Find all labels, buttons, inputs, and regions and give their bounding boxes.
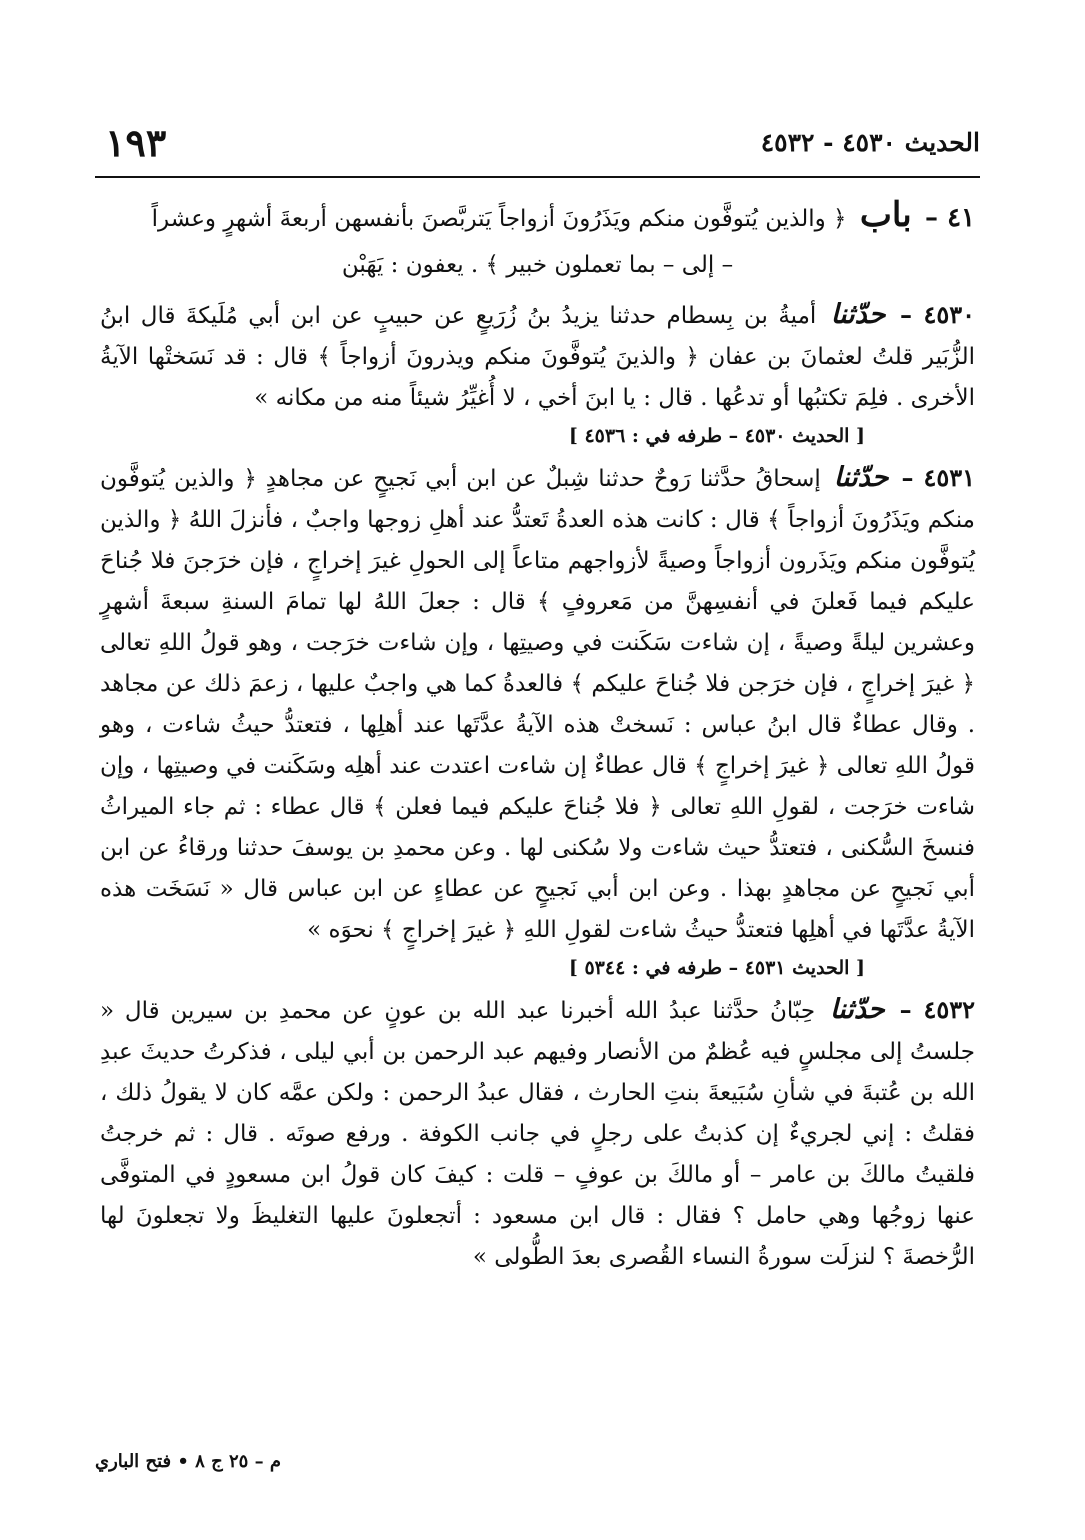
chapter-title-line-2: – إلى – بما تعملون خبير ﴾ . يعفون : يَهَبْن [341,252,734,278]
haddathana-word: حدّثنا [830,299,886,330]
haddathana-word: حدّثنا [833,462,889,493]
hadith-text: إسحاقُ حدَّثنا رَوحٌ حدثنا شِبلٌ عن ابن أبي نَجيحٍ عن مجاهدٍ ﴿ والذين يُتوفَّون منكم ويَذَرُونَ أزواجاً ﴾ قال : كانت هذه العدةُ تَعتدُّ عند أهلِ زوجها واجبٌ ، فأنزلَ اللهُ ﴿ والذين يُتوفَّون منكم ويَذَرون أزواجاً وصيةً لأزواجهم متاعاً إلى الحولِ غيرَ إخراجٍ ، فإن خرَجنَ فلا جُناحَ عليكم فيما فَعلنَ في أنفسِهنَّ من مَعروفٍ ﴾ قال : جعلَ اللهُ لها تمامَ السنةِ سبعةَ أشهرٍ وعشرين ليلةً وصيةً ، إن شاءت سَكَنت في وصيتِها ، وإن شاءت خرَجت ، وهو قولُ اللهِ تعالى ﴿ غيرَ إخراجٍ ، فإن خرَجن فلا جُناحَ عليكم ﴾ فالعدةُ كما هي واجبٌ عليها ، زعمَ ذلك عن مجاهد . وقال عطاءٌ قال ابنُ عباس : نَسختْ هذه الآيةُ عدَّتَها عند أهلِها ، فتعتدُّ حيثُ شاءت ، وهو قولُ اللهِ تعالى ﴿ غيرَ إخراجٍ ﴾ قال عطاءٌ إن شاءت اعتدت عند أهلِه وسَكَنت في وصيتِها ، وإن شاءت خرَجت ، لقولِ اللهِ تعالى ﴿ فلا جُناحَ عليكم فيما فعلن ﴾ قال عطاء : ثم جاء الميراثُ فنسخَ السُّكنى ، فتعتدُّ حيث شاءت ولا سُكنى لها . وعن محمدِ بن يوسفَ حدثنا ورقاءُ عن ابن أبي نَجيحٍ عن مجاهدٍ بهذا . وعن ابن أبي نَجيحٍ عن عطاءٍ عن ابن عباس قال « نَسَخَت هذه الآيةُ عدَّتَها في أهلِها فتعتدُّ حيثُ شاءت لقولِ اللهِ ﴿ غيرَ إخراجٍ ﴾ نحوَه » [100,466,975,943]
page-header [95,118,980,168]
bab-word: باب [859,195,912,235]
page-number: ١٩٣ [105,120,167,165]
page-signature: م – ٢٥ ج ٨ • فتح الباري [95,1451,282,1472]
hadith-text: حِبّانُ حدَّثنا عبدُ الله أخبرنا عبد الله بن عونٍ عن محمدِ بن سيرين قال « جلستُ إلى مجلسٍ فيه عُظمٌ من الأنصار وفيهم عبد الرحمن بن أبي ليلى ، فذكرتُ حديثَ عبدِ الله بن عُتبةَ في شأنِ سُبَيعةَ بنتِ الحارث ، فقال عبدُ الرحمن : ولكن عمَّه كان لا يقولُ ذلك ، فقلتُ : إني لجريءٌ إن كذبتُ على رجلٍ في جانب الكوفة . ورفع صوتَه . قال : ثم خرجتُ فلقيتُ مالكَ بن عامر – أو مالكَ بن عوفٍ – قلت : كيفَ كان قولُ ابن مسعودٍ في المتوفَّى عنها زوجُها وهي حامل ؟ فقال : قال ابن مسعود : أتجعلونَ عليها التغليظَ ولا تجعلونَ لها الرُّخصةَ ؟ لنزلَت سورةُ النساء القُصرى بعدَ الطُّولى » [100,998,975,1270]
haddathana-word: حدّثنا [829,994,885,1025]
hadith-reference: [ الحديث ٤٥٣١ – طرفه في : ٥٣٤٤ ] [568,957,865,979]
chapter-heading [100,192,975,288]
hadith-text: أميةُ بن بِسطام حدثنا يزيدُ بنُ زُرَيعٍ عن حبيبٍ عن ابن أبي مُلَيكةَ قال ابنُ الزُّبَير قلتُ لعثمانَ بن عفان ﴿ والذينَ يُتوفَّونَ منكم ويذرونَ أزواجاً ﴾ قال : قد نَسَختْها الآيةُ الأخرى . فلِمَ تكتبُها أو تدعُها . قال : يا ابنَ أخي ، لا أُغيِّرُ شيئاً منه من مكانه » [100,303,975,411]
running-head: الحديث ٤٥٣٠ - ٤٥٣٢ [760,128,980,157]
hadith-number: ٤٥٣٢ – [899,995,976,1024]
page-body [100,192,975,1278]
hadith-4532 [100,989,975,1278]
hadith-4531 [100,457,975,951]
hadith-number: ٤٥٣١ – [901,463,976,492]
hadith-number: ٤٥٣٠ – [899,300,975,329]
chapter-number: ٤١ – [925,203,975,233]
chapter-line-1 [100,192,975,242]
header-rule [95,176,980,178]
hadith-4530 [100,294,975,419]
hadith-reference: [ الحديث ٤٥٣٠ – طرفه في : ٤٥٣٦ ] [568,425,865,447]
chapter-title-line-1: ﴿ والذين يُتوفَّون منكم ويَذَرُونَ أزواجاً يَتربَّصنَ بأنفسهن أربعةَ أشهرٍ وعشراً [151,206,847,232]
